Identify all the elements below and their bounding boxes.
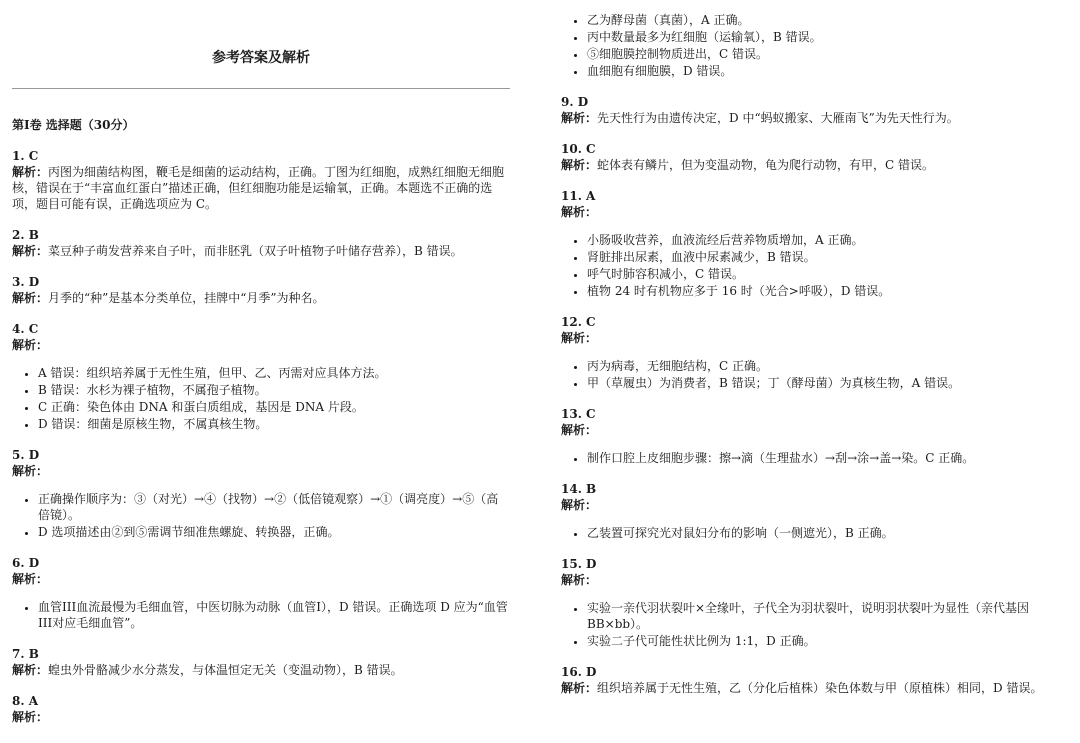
explanation-list xyxy=(12,491,510,540)
explanation-label: 解析： xyxy=(561,423,598,437)
list-item: • 实验二子代可能性状比例为 1:1，D 正确。 xyxy=(587,633,1061,649)
list-item: • D 选项描述由②到⑤需调节细准焦螺旋、转换器，正确。 xyxy=(38,524,510,540)
explanation-list xyxy=(12,365,510,432)
explanation-label: 解析： xyxy=(561,681,598,695)
list-item: • 丙中数量最多为红细胞（运输氧），B 错误。 xyxy=(587,29,1061,45)
left-column xyxy=(12,0,510,725)
list-item: • B 错误：水杉为裸子植物，不属孢子植物。 xyxy=(38,382,510,398)
question-7 xyxy=(12,646,510,678)
explanation-list xyxy=(561,600,1061,649)
question-11 xyxy=(561,188,1061,299)
question-number: 4. C xyxy=(12,322,39,336)
list-item: • 甲（草履虫）为消费者，B 错误；丁（酵母菌）为真核生物，A 错误。 xyxy=(587,375,1061,391)
explanation xyxy=(561,680,1061,696)
question-12 xyxy=(561,314,1061,391)
question-number: 10. C xyxy=(561,142,596,156)
question-number: 8. A xyxy=(12,694,39,708)
question-16 xyxy=(561,664,1061,696)
explanation xyxy=(12,164,510,212)
question-number: 6. D xyxy=(12,556,40,570)
title-divider xyxy=(12,88,510,89)
explanation xyxy=(561,110,1061,126)
list-item: • 血细胞有细胞膜，D 错误。 xyxy=(587,63,1061,79)
list-item: • 丙为病毒，无细胞结构，C 正确。 xyxy=(587,358,1061,374)
explanation-list xyxy=(561,232,1061,299)
explanation-label: 解析： xyxy=(561,498,598,512)
explanation-label: 解析： xyxy=(12,244,49,258)
explanation-text: 蝗虫外骨骼减少水分蒸发，与体温恒定无关（变温动物），B 错误。 xyxy=(48,663,403,677)
question-number: 16. D xyxy=(561,665,597,679)
list-item: • 植物 24 时有机物应多于 16 时（光合>呼吸），D 错误。 xyxy=(587,283,1061,299)
question-14 xyxy=(561,481,1061,541)
question-2 xyxy=(12,227,510,259)
list-item: • C 正确：染色体由 DNA 和蛋白质组成，基因是 DNA 片段。 xyxy=(38,399,510,415)
list-item: • 乙装置可探究光对鼠妇分布的影响（一侧遮光），B 正确。 xyxy=(587,525,1061,541)
explanation-label: 解析： xyxy=(12,291,49,305)
explanation-label: 解析： xyxy=(561,158,598,172)
explanation xyxy=(12,662,510,678)
list-item: • 正确操作顺序为：③（对光）→④（找物）→②（低倍镜观察）→①（调亮度）→⑤（高倍镜）。 xyxy=(38,491,510,523)
question-13 xyxy=(561,406,1061,466)
explanation-text: 丙图为细菌结构图，鞭毛是细菌的运动结构，正确。丁图为红细胞，成熟红细胞无细胞核，错误在于“丰富血红蛋白”描述正确，但红细胞功能是运输氧，正确。本题选不正确的选项，题目可能有误，正确选项应为 C。 xyxy=(12,165,505,211)
list-item: • A 错误：组织培养属于无性生殖，但甲、乙、丙需对应具体方法。 xyxy=(38,365,510,381)
explanation-list xyxy=(12,599,510,631)
explanation-text: 月季的“种”是基本分类单位，挂牌中“月季”为种名。 xyxy=(48,291,325,305)
question-number: 2. B xyxy=(12,228,39,242)
explanation-list xyxy=(561,450,1061,466)
explanation xyxy=(12,290,510,306)
right-column xyxy=(561,0,1061,696)
list-item: • 制作口腔上皮细胞步骤：擦→滴（生理盐水）→刮→涂→盖→染。C 正确。 xyxy=(587,450,1061,466)
explanation-list xyxy=(561,358,1061,391)
question-8-list xyxy=(561,12,1061,79)
list-item: • 呼气时肺容积减小，C 错误。 xyxy=(587,266,1061,282)
question-number: 12. C xyxy=(561,315,596,329)
question-9 xyxy=(561,94,1061,126)
list-item: • ⑤细胞膜控制物质进出，C 错误。 xyxy=(587,46,1061,62)
question-10 xyxy=(561,141,1061,173)
question-number: 9. D xyxy=(561,95,589,109)
explanation-label: 解析： xyxy=(12,464,49,478)
question-4 xyxy=(12,321,510,432)
question-8 xyxy=(12,693,510,725)
question-number: 7. B xyxy=(12,647,39,661)
question-5 xyxy=(12,447,510,540)
question-number: 13. C xyxy=(561,407,596,421)
list-item: • D 错误：细菌是原核生物，不属真核生物。 xyxy=(38,416,510,432)
question-6 xyxy=(12,555,510,631)
section-title: 第I卷 选择题（30分） xyxy=(12,118,135,132)
question-number: 15. D xyxy=(561,557,597,571)
list-item: • 血管III血流最慢为毛细血管，中医切脉为动脉（血管I），D 错误。正确选项 D 应为“血管III对应毛细血管”。 xyxy=(38,599,510,631)
explanation-label: 解析： xyxy=(561,205,598,219)
question-3 xyxy=(12,274,510,306)
explanation-label: 解析： xyxy=(12,165,49,179)
question-number: 14. B xyxy=(561,482,597,496)
question-1 xyxy=(12,148,510,212)
explanation-label: 解析： xyxy=(12,572,49,586)
explanation-label: 解析： xyxy=(12,338,49,352)
page-title: 参考答案及解析 xyxy=(212,50,310,66)
list-item: • 小肠吸收营养，血液流经后营养物质增加，A 正确。 xyxy=(587,232,1061,248)
question-number: 11. A xyxy=(561,189,596,203)
explanation xyxy=(561,157,1061,173)
question-number: 3. D xyxy=(12,275,40,289)
explanation-label: 解析： xyxy=(12,710,49,724)
explanation-label: 解析： xyxy=(561,573,598,587)
explanation-label: 解析： xyxy=(12,663,49,677)
list-item: • 实验一亲代羽状裂叶×全缘叶，子代全为羽状裂叶，说明羽状裂叶为显性（亲代基因 BB×bb）。 xyxy=(587,600,1061,632)
question-number: 5. D xyxy=(12,448,40,462)
explanation-text: 组织培养属于无性生殖，乙（分化后植株）染色体数与甲（原植株）相同，D 错误。 xyxy=(597,681,1043,695)
explanation-list xyxy=(561,525,1061,541)
explanation-label: 解析： xyxy=(561,331,598,345)
question-15 xyxy=(561,556,1061,649)
explanation-text: 先天性行为由遗传决定，D 中“蚂蚁搬家、大雁南飞”为先天性行为。 xyxy=(597,111,959,125)
explanation-text: 菜豆种子萌发营养来自子叶，而非胚乳（双子叶植物子叶储存营养），B 错误。 xyxy=(48,244,463,258)
list-item: • 肾脏排出尿素，血液中尿素减少，B 错误。 xyxy=(587,249,1061,265)
explanation-text: 蛇体表有鳞片，但为变温动物，龟为爬行动物，有甲，C 错误。 xyxy=(597,158,935,172)
explanation xyxy=(12,243,510,259)
list-item: • 乙为酵母菌（真菌），A 正确。 xyxy=(587,12,1061,28)
explanation-label: 解析： xyxy=(561,111,598,125)
question-number: 1. C xyxy=(12,149,39,163)
